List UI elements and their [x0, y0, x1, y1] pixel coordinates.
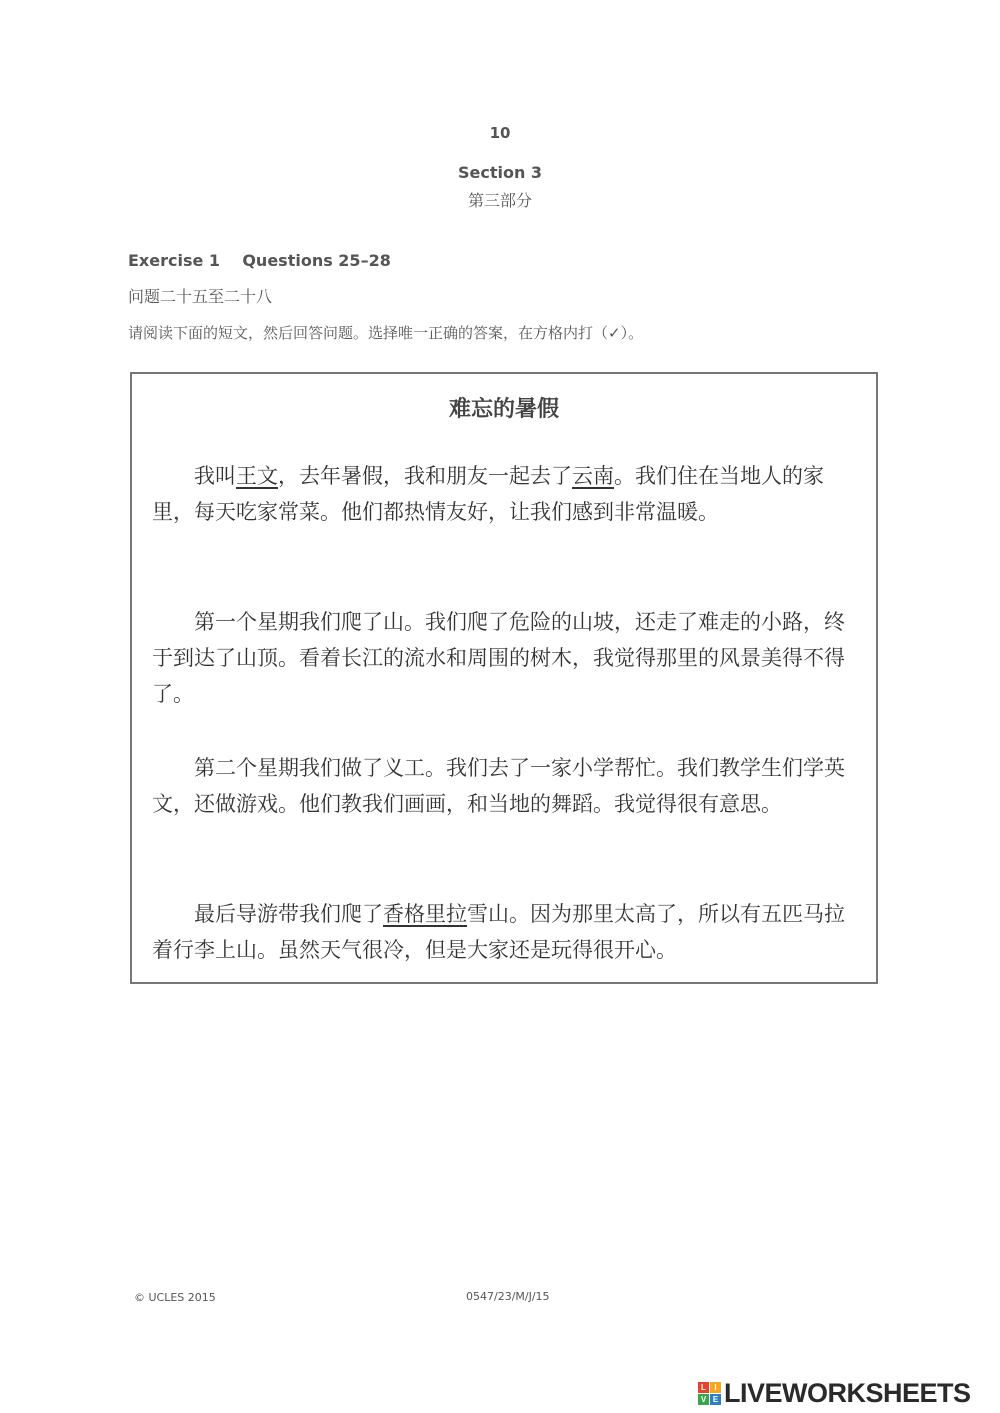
exercise-heading: Exercise 1 Questions 25–28: [128, 251, 391, 270]
p1-place-name: 云南: [572, 464, 614, 488]
p1-text-a: 我叫: [194, 464, 236, 488]
p1-text-c: 。我们住在当地人的家里，每天吃家常菜。他们都热情友好，让我们感到非常温暖。: [152, 464, 824, 524]
footer-paper-code: 0547/23/M/J/15: [466, 1290, 550, 1303]
exercise-instruction: 请阅读下面的短文，然后回答问题。选择唯一正确的答案，在方格内打（✓）。: [128, 324, 644, 342]
liveworksheets-watermark[interactable]: [698, 1378, 971, 1409]
p4-text-a: 最后导游带我们爬了: [194, 902, 383, 926]
p1-person-name: 王文: [236, 464, 278, 488]
page-number: 10: [489, 124, 511, 142]
logo-letter-i: I: [710, 1382, 721, 1393]
logo-letter-e: E: [710, 1394, 721, 1405]
logo-letter-v: V: [698, 1394, 709, 1405]
logo-letter-l: L: [698, 1382, 709, 1393]
passage-paragraph-3: 第二个星期我们做了义工。我们去了一家小学帮忙。我们教学生们学英文，还做游戏。他们教我们画画，和当地的舞蹈。我觉得很有意思。: [152, 756, 845, 816]
liveworksheets-wordmark: LIVEWORKSHEETS: [724, 1378, 971, 1408]
passage-box: [130, 372, 878, 984]
passage-paragraph-1: [152, 458, 858, 530]
p1-text-b: ，去年暑假，我和朋友一起去了: [278, 464, 572, 488]
p4-text-b: 雪山。因为那里太高了，所以有五匹马拉着行李上山。虽然天气很冷，但是大家还是玩得很开心。: [152, 902, 845, 962]
passage-title: 难忘的暑假: [448, 396, 559, 422]
section-subtitle: 第三部分: [467, 191, 532, 210]
liveworksheets-logo-icon: [698, 1382, 721, 1405]
section-title: Section 3: [457, 163, 543, 182]
p4-place-name: 香格里拉: [383, 902, 467, 926]
questions-range-cn: 问题二十五至二十八: [128, 287, 273, 306]
passage-paragraph-4: [152, 896, 858, 968]
passage-paragraph-2: 第一个星期我们爬了山。我们爬了危险的山坡，还走了难走的小路，终于到达了山顶。看着长江的流水和周围的树木，我觉得那里的风景美得不得了。: [152, 610, 845, 706]
footer-copyright: © UCLES 2015: [134, 1291, 216, 1304]
